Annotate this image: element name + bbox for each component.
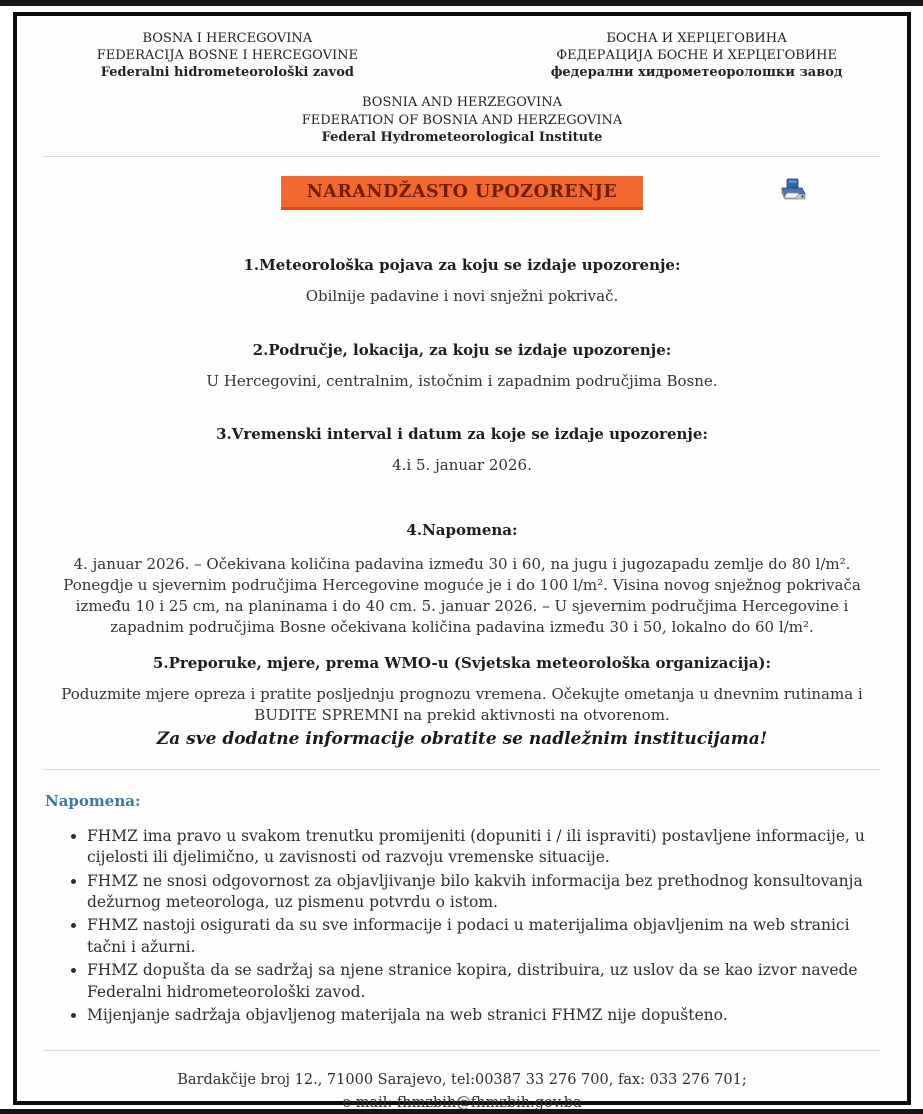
emphasis-line: Za sve dodatne informacije obratite se nadležnim institucijama!: [156, 728, 768, 749]
disclaimer-item: • Mijenjanje sadržaja objavljenog materijala na web stranici FHMZ nije dopušteno.: [87, 1005, 881, 1026]
photo-edge-top: [0, 0, 923, 6]
section-remark: [43, 521, 881, 638]
section-heading: 3.Vremenski interval i datum za koje se izdaje upozorenje:: [216, 424, 708, 443]
warning-document-page: [13, 12, 911, 1111]
footer-email: e-mail: fhmzbih@fhmzbih.gov.ba: [342, 1094, 582, 1111]
printer-icon: [778, 178, 808, 204]
disclaimer-item: • FHMZ dopušta da se sadržaj sa njene stranice kopira, distribuira, uz uslov da se kao izvor navede Federalni hidrometeorološki zavod.: [87, 960, 881, 1003]
institution-header-english: [43, 94, 881, 145]
disclaimer-item: • FHMZ ima pravo u svakom trenutku promijeniti (dopuniti i / ili ispraviti) postavljene informacije, u cijelosti ili djelimično, u zavisnosti od razvoju vremenske situacije.: [87, 826, 881, 869]
section-body: 4.i 5. januar 2026.: [392, 455, 532, 474]
section-heading: 1.Meteorološka pojava za koju se izdaje upozorenje:: [243, 255, 681, 274]
header-line: BOSNIA AND HERZEGOVINA: [362, 95, 562, 111]
header-line: FEDERATION OF BOSNIA AND HERZEGOVINA: [301, 112, 623, 128]
header-line: BOSNA I HERCEGOVINA: [142, 31, 313, 46]
section-time-interval: [43, 425, 881, 476]
header-line: ФЕДЕРАЦИЈА БОСНЕ И ХЕРЦЕГОВИНЕ: [556, 48, 837, 64]
header-line: FEDERACIJA BOSNE I HERCEGOVINE: [96, 48, 358, 64]
section-body: 4. januar 2026. – Očekivana količina padavina između 30 i 60, na jugu i jugozapadu zemlje do 80 l/m². Ponegdje u sjevernim područjima Hercegovine moguće je i do 100 l/m². Visina novog snježnog pokrivača između 10 i 25 cm, na planinama i do 40 cm. 5. januar 2026. – U sjevernim područjima Hercegovine i zapadnim područjima Bosne očekivana količina padavina između 30 i 50, lokalno do 60 l/m².: [63, 554, 861, 636]
institution-header-bosnian: [43, 30, 412, 81]
section-recommendations: [43, 654, 881, 726]
section-heading: 5.Preporuke, mjere, prema WMO-u (Svjetska meteorološka organizacija):: [152, 653, 772, 672]
divider: [43, 769, 881, 770]
orange-warning-banner: NARANDŽASTO UPOZORENJE: [281, 176, 643, 210]
institution-header: [43, 30, 881, 81]
header-line: федерални хидрометеоролошки завод: [550, 65, 843, 81]
disclaimer-item: • FHMZ ne snosi odgovornost za objavljivanje bilo kakvih informacija bez prethodnog konsultovanja dežurnog meteorologa, uz pismenu potvrdu o istom.: [87, 871, 881, 914]
disclaimer-item: • FHMZ nastoji osigurati da su sve informacije i podaci u materijalima objavljenim na web stranici tačni i ažurni.: [87, 915, 881, 958]
section-body: Obilnije padavine i novi snježni pokrivač.: [305, 286, 619, 305]
header-line: Federal Hydrometeorological Institute: [321, 129, 603, 145]
section-heading: 4.Napomena:: [406, 520, 518, 539]
section-phenomenon: [43, 256, 881, 307]
contact-footer: [43, 1069, 881, 1114]
footer-address: Bardakčije broj 12., 71000 Sarajevo, tel:00387 33 276 700, fax: 033 276 701;: [177, 1072, 747, 1089]
header-line: БОСНА И ХЕРЦЕГОВИНА: [606, 31, 787, 46]
note-heading: Napomena:: [45, 791, 141, 810]
section-heading: 2.Područje, lokacija, za koju se izdaje upozorenje:: [252, 340, 672, 359]
section-body: U Hercegovini, centralnim, istočnim i zapadnim područjima Bosne.: [206, 371, 718, 390]
divider: [43, 1050, 881, 1051]
warning-banner-row: [43, 176, 881, 212]
institution-header-cyrillic: [512, 30, 881, 81]
divider: [43, 156, 881, 157]
section-area: [43, 341, 881, 392]
section-body: Poduzmite mjere opreza i pratite posljednju prognozu vremena. Očekujte ometanja u dnevnim rutinama i BUDITE SPREMNI na prekid aktivnosti na otvorenom.: [61, 684, 863, 724]
disclaimer-list: [87, 826, 881, 1026]
header-line: Federalni hidrometeorološki zavod: [100, 65, 354, 81]
print-button[interactable]: [777, 178, 809, 206]
